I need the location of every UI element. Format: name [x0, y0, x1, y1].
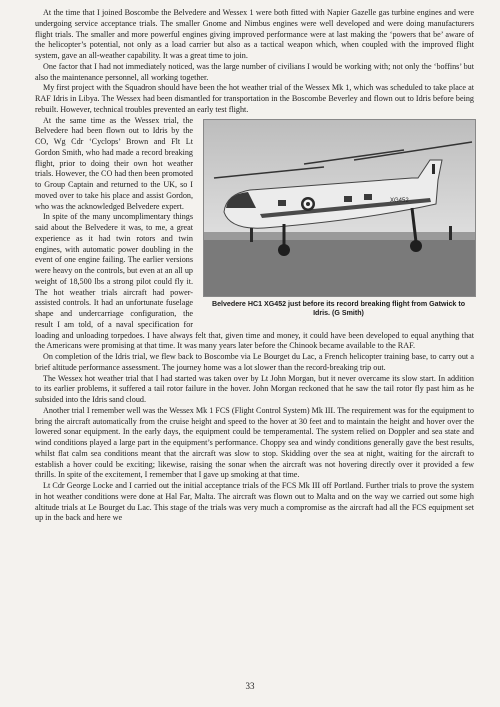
rear-wheel	[410, 240, 422, 252]
page-number: 33	[245, 681, 255, 691]
serial-marking: XG452	[390, 197, 409, 204]
ground-area	[204, 238, 475, 296]
photo-caption: Belvedere HC1 XG452 just before its record breaking flight from Gatwick to Idris. (G Smith)	[211, 299, 466, 317]
paragraph: The Wessex hot weather trial that I had started was taken over by Lt John Morgan, but it never overcame its slow start. In addition to its earlier problems, it suffered a tail rotor failure in the hover. John Morgan reckoned that he saw the tail rotor fly past him as he subsided into the Idris sand cloud.	[35, 373, 474, 404]
paragraph: One factor that I had not immediately noticed, was the large number of civilians I would be working with; not only the ‘boffins’ but also the maintenance personnel, all working together.	[35, 61, 474, 82]
paragraph: At the time that I joined Boscombe the Belvedere and Wessex 1 were both fitted with Napier Gazelle gas turbine engines and were undergoing service acceptance trials. The smaller Gnome and Nimbus engines were well developed and were doing manufacturers flight trials. The smaller and more powerful engines giving improved performance were at last making the ‘powers that be’ aware of the helicopter’s potential, not only as a load carrier but also as a tactical weapon which, when coupled with the improved flight system, gave an all-weather capability. It was a great time to join.	[35, 8, 474, 60]
paragraph: My first project with the Squadron should have been the hot weather trial of the Wessex Mk 1, which was scheduled to take place at RAF Idris in Libya. The Wessex had been dismantled for transportation in the Boscombe Beverley and flown out to Idris before being rebuilt. However, technical troubles prevented an early test flight.	[35, 83, 474, 114]
paragraph: At the same time as the Wessex trial, the Belvedere had been flown out to Idris by the CO, Wg Cdr ‘Cyclops’ Brown and Flt Lt Gordon Smith, who had made a record breaking flight, prior to doing their own hot weather trials. However, the CO had then been promoted to Group Captain and returned to the UK, so I moved over to take his place and assist Gordon, who was the acknowledged Belvedere expert.	[35, 115, 193, 211]
bottom-text	[35, 352, 474, 524]
paragraph: In spite of the many uncomplimentary things said about the Belvedere it was, to me, a great experience as it had twin rotors and twin engines, with automatic power doubling in the event of one engine failing. The earlier versions were heavy on the controls, but even at an all up weight of 18,500 lbs a strong pilot could fly it. The hot weather trials aircraft had power-assisted controls. It had an unfortunate fuselage shape and undercarriage configuration, the result I am told, of a naval specification for loading and unloading torpedoes. I have always felt that, given time and money, it could have been developed to equal anything that the Americans were promising at that time. It was many years later before the Chinook became available to the RAF.	[35, 212, 474, 351]
paragraph: On completion of the Idris trial, we flew back to Boscombe via Le Bourget du Lac, a French helicopter training base, to carry out a brief altitude performance assessment. The journey home was a lot slower than the record-breaking trip out.	[35, 352, 474, 372]
helicopter-photo	[203, 119, 476, 297]
photo-figure	[203, 119, 474, 318]
top-text	[35, 8, 474, 116]
paragraph: Lt Cdr George Locke and I carried out the initial acceptance trials of the FCS Mk III off Portland. Further trials to prove the system in hot weather conditions were done at Hal Far, Malta. The aircraft was flown out to Malta and on the way we carried out some high altitude trials at Le Bourget du Lac. This stage of the trials was very much a compromise as the aircraft had all the FCS equipment set up in the back and here we	[35, 481, 474, 523]
front-wheel	[278, 244, 290, 256]
paragraph: Another trial I remember well was the Wessex Mk 1 FCS (Flight Control System) Mk III. The requirement was for the equipment to bring the aircraft automatically from the cruise height and speed to the hover at 30 feet and to maintain the height and hover over the lowered sonar equipment. In the early days, the equipment could be temperamental. The system relied on Doppler and sea state and wind conditions played a large part in the equipment’s performance. Choppy sea and windy conditions generally gave the best results, whilst flat calm sea conditions meant that the aircraft was slow to stop. Skidding over the sea at night, waiting for the aircraft to establish a hover could be exciting; likewise, raising the sonar when the aircraft was not hovering directly over it provided a few thrills. In spite of the excitement, I remember that I gave up smoking at that time.	[35, 405, 474, 480]
